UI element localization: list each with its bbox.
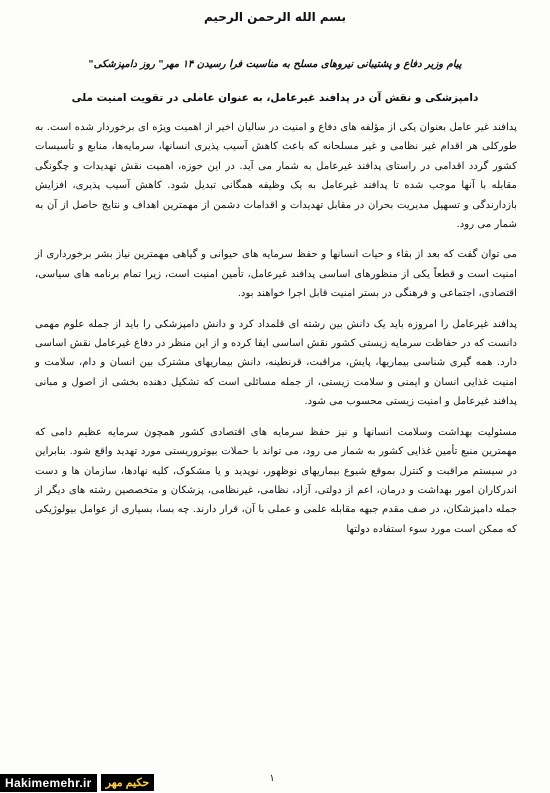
paragraph-3: پدافند غیرعامل را امروزه باید یک دانش بین رشته ای قلمداد کرد و دانش دامپزشکی را باید از جمله علوم مهمی دانست که در حفاظت سرمایه زیستی کشور نقش اساسی ایفا کرده و از این منظر در دفاع غیرعامل نقش اساسی دارد. همه گیری شناسی بیماریها، پایش، مراقبت، قرنطینه، دانش بیماریهای مشترک بین انسان و دام، سلامت و امنیت غذایی انسان و ایمنی و سلامت زیستی، از جمله مسائلی است که تشکیل دهنده بخشی از اصول و مبانی پدافند غیرعامل و امنیت زیستی محسوب می شود. [35, 318, 517, 408]
page-number: ۱ [269, 773, 275, 784]
document-body [35, 118, 517, 550]
document-subtitle: پیام وزیر دفاع و پشتیبانی نیروهای مسلح به مناسبت فرا رسیدن ۱۴ مهر" روز دامپزشکی" [88, 59, 462, 70]
watermark-logo: حکیم مهر [101, 774, 155, 791]
document-title: دامپزشکی و نقش آن در پدافند غیرعامل، به عنوان عاملی در تقویت امنیت ملی [71, 92, 479, 104]
paragraph-2: می توان گفت که بعد از بقاء و حیات انسانها و حفظ سرمایه های حیوانی و گیاهی مهمترین نیاز بشر برخورداری از امنیت است و قطعاً یکی از منظورهای اساسی پدافند غیرعامل، تأمین امنیت است، زیرا تمام برنامه های سیاسی، اقتصادی، اجتماعی و فرهنگی در بستر امنیت قابل اجرا خواهند بود. [35, 249, 517, 300]
paragraph-4: مسئولیت بهداشت وسلامت انسانها و نیز حفظ سرمایه های اقتصادی کشور همچون سرمایه عظیم دامی که مهمترین منبع تأمین غذایی کشور به شمار می رود، می تواند با حملات بیوتروریستی مورد تهدید واقع شود. بنابراین در سیستم مراقبت و کنترل بموقع شیوع بیماریهای نوظهور، نوپدید و یا مشکوک، کلیه نهادها، سازمان ها و دست اندرکاران امور بهداشت و درمان، اعم از دولتی، آزاد، نظامی، غیرنظامی، پزشکان و متخصصین رشته های دیگر از جمله دامپزشکان، در صف مقدم جبهه مقابله علمی و عملی با آن، قرار دارند. چه بسا، بسیاری از عوامل بیولوژیکی که ممکن است مورد سوء استفاده دولتها [35, 426, 517, 535]
bismillah-heading: بسم الله الرحمن الرحیم [203, 10, 347, 24]
site-watermark [0, 772, 168, 793]
paragraph-1: پدافند غیر عامل بعنوان یکی از مؤلفه های دفاع و امنیت در سالیان اخیر از اهمیت ویژه ای برخوردار شده است. به طورکلی هر اقدام غیر نظامی و غیر مسلحانه که باعث کاهش آسیب پذیری انسانها، سرمایه‌ها، منابع و تأسیسات کشور گردد اقدامی در راستای پدافند غیرعامل به شمار می آید. در این حوزه، اهمیت نقش تهدیدات و چگونگی مقابله با آنها موجب شده تا پدافند غیرعامل به یک وظیفه همگانی تبدیل شود. کاهش آسیب پذیری، افزایش بازدارندگی و تسهیل مدیریت بحران در مقابل تهدیدات و اقدامات دشمن از مهمترین اهداف و نتایج حاصل از آن به شمار می رود. [35, 122, 517, 231]
watermark-site-url: Hakimemehr.ir [0, 774, 97, 792]
